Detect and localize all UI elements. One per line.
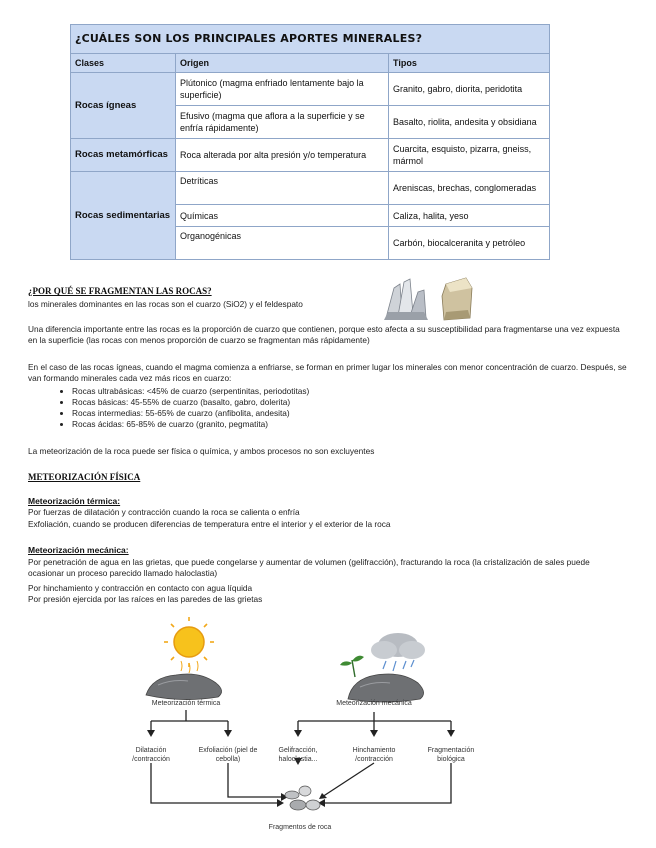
origen-cell: Organogénicas xyxy=(176,227,389,260)
paragraph: Por fuerzas de dilatación y contracción cuando la roca se calienta o enfría xyxy=(28,507,300,517)
label-fragmentos: Fragmentos de roca xyxy=(268,824,332,831)
quartz-crystal-icon xyxy=(384,279,428,320)
quartz-feldspar-image xyxy=(380,274,480,324)
list-item: • Rocas básicas: 45-55% de cuarzo (basalto, gabro, dolerita) xyxy=(72,397,572,408)
origen-cell: Efusivo (magma que aflora a la superficie y se enfría rápidamente) xyxy=(176,106,389,139)
list-item: • Rocas ácidas: 65-85% de cuarzo (granito, pegmatita) xyxy=(72,419,572,430)
section-heading-fragmentan: ¿POR QUÉ SE FRAGMENTAN LAS ROCAS? xyxy=(28,286,212,296)
label-hinchamiento: Hinchamiento /contracción xyxy=(352,747,396,763)
class-metamorficas: Rocas metamórficas xyxy=(71,139,176,172)
subheading-termica: Meteorización térmica: xyxy=(28,496,121,506)
feldspar-rock-icon xyxy=(442,278,472,320)
table-title: ¿CUÁLES SON LOS PRINCIPALES APORTES MINERALES? xyxy=(71,25,550,54)
class-igneas: Rocas ígneas xyxy=(71,73,176,139)
paragraph: En el caso de las rocas ígneas, cuando el magma comienza a enfriarse, se forman en primer lugar los minerales con menor concentración de cuarzo. Después, se van formando minerales cada vez más ricos en cuarzo: xyxy=(28,362,627,383)
paragraph: Por hinchamiento y contracción en contacto con agua líquida xyxy=(28,583,253,593)
label-fragmentacion: Fragmentación biológica xyxy=(427,747,475,763)
list-item: • Rocas intermedias: 55-65% de cuarzo (anfibolita, andesita) xyxy=(72,408,572,419)
tipos-cell: Caliza, halita, yeso xyxy=(389,205,550,227)
section-heading-meteorizacion: METEORIZACIÓN FÍSICA xyxy=(28,472,141,482)
tipos-cell: Areniscas, brechas, conglomeradas xyxy=(389,172,550,205)
header-tipos: Tipos xyxy=(389,54,550,73)
label-gelifraccion: Gelifracción, haloclastia... xyxy=(278,747,318,763)
class-sedimentarias: Rocas sedimentarias xyxy=(71,172,176,260)
origen-cell: Detríticas xyxy=(176,172,389,205)
subheading-mecanica: Meteorización mecánica: xyxy=(28,545,129,555)
label-mecanica: Meteorización mecánica xyxy=(336,700,412,707)
rain-cloud-icon xyxy=(371,633,425,671)
rock-fragments-icon xyxy=(285,786,320,810)
paragraph: los minerales dominantes en las rocas son el cuarzo (SiO2) y el feldespato xyxy=(28,299,303,309)
header-origen: Origen xyxy=(176,54,389,73)
origen-cell: Químicas xyxy=(176,205,389,227)
paragraph: Por presión ejercida por las raíces en las paredes de las grietas xyxy=(28,594,263,604)
minerals-table xyxy=(70,24,550,260)
label-termica: Meteorización térmica xyxy=(151,700,221,707)
header-clases: Clases xyxy=(71,54,176,73)
tipos-cell: Carbón, biocalceranita y petróleo xyxy=(389,227,550,260)
label-dilatacion: Dilatación /contracción xyxy=(132,747,170,763)
paragraph: Una diferencia importante entre las rocas es la proporción de cuarzo que contienen, porque esto afecta a su susceptibilidad para fragmentarse una vez expuesta en la superficie (las rocas con menos proporción de cuarzo se fragmentan más rápidamente) xyxy=(28,324,620,345)
origen-cell: Roca alterada por alta presión y/o temperatura xyxy=(176,139,389,172)
paragraph: La meteorización de la roca puede ser física o química, y ambos procesos no son excluyentes xyxy=(28,446,375,456)
rock-icon xyxy=(348,674,424,702)
tipos-cell: Basalto, riolita, andesita y obsidiana xyxy=(389,106,550,139)
weathering-diagram xyxy=(0,615,656,845)
label-exfoliacion: Exfoliación (piel de cebolla) xyxy=(198,747,258,763)
origen-cell: Plútonico (magma enfriado lentamente bajo la superficie) xyxy=(176,73,389,106)
list-item: • Rocas ultrabásicas: <45% de cuarzo (serpentinitas, periodotitas) xyxy=(72,386,572,397)
rock-icon xyxy=(146,674,222,700)
plant-icon xyxy=(340,656,364,677)
paragraph: Exfoliación, cuando se producen diferencias de temperatura entre el interior y el exterior de la roca xyxy=(28,519,391,529)
quartz-bullets xyxy=(28,386,572,430)
tipos-cell: Granito, gabro, diorita, peridotita xyxy=(389,73,550,106)
tipos-cell: Cuarcita, esquisto, pizarra, gneiss, mármol xyxy=(389,139,550,172)
sun-icon xyxy=(164,617,214,673)
paragraph: Por penetración de agua en las grietas, que puede congelarse y aumentar de volumen (gelifracción), fracturando la roca (la cristalización de sales puede ocasionar un proceso parecido llamado haloclastia) xyxy=(28,557,590,578)
